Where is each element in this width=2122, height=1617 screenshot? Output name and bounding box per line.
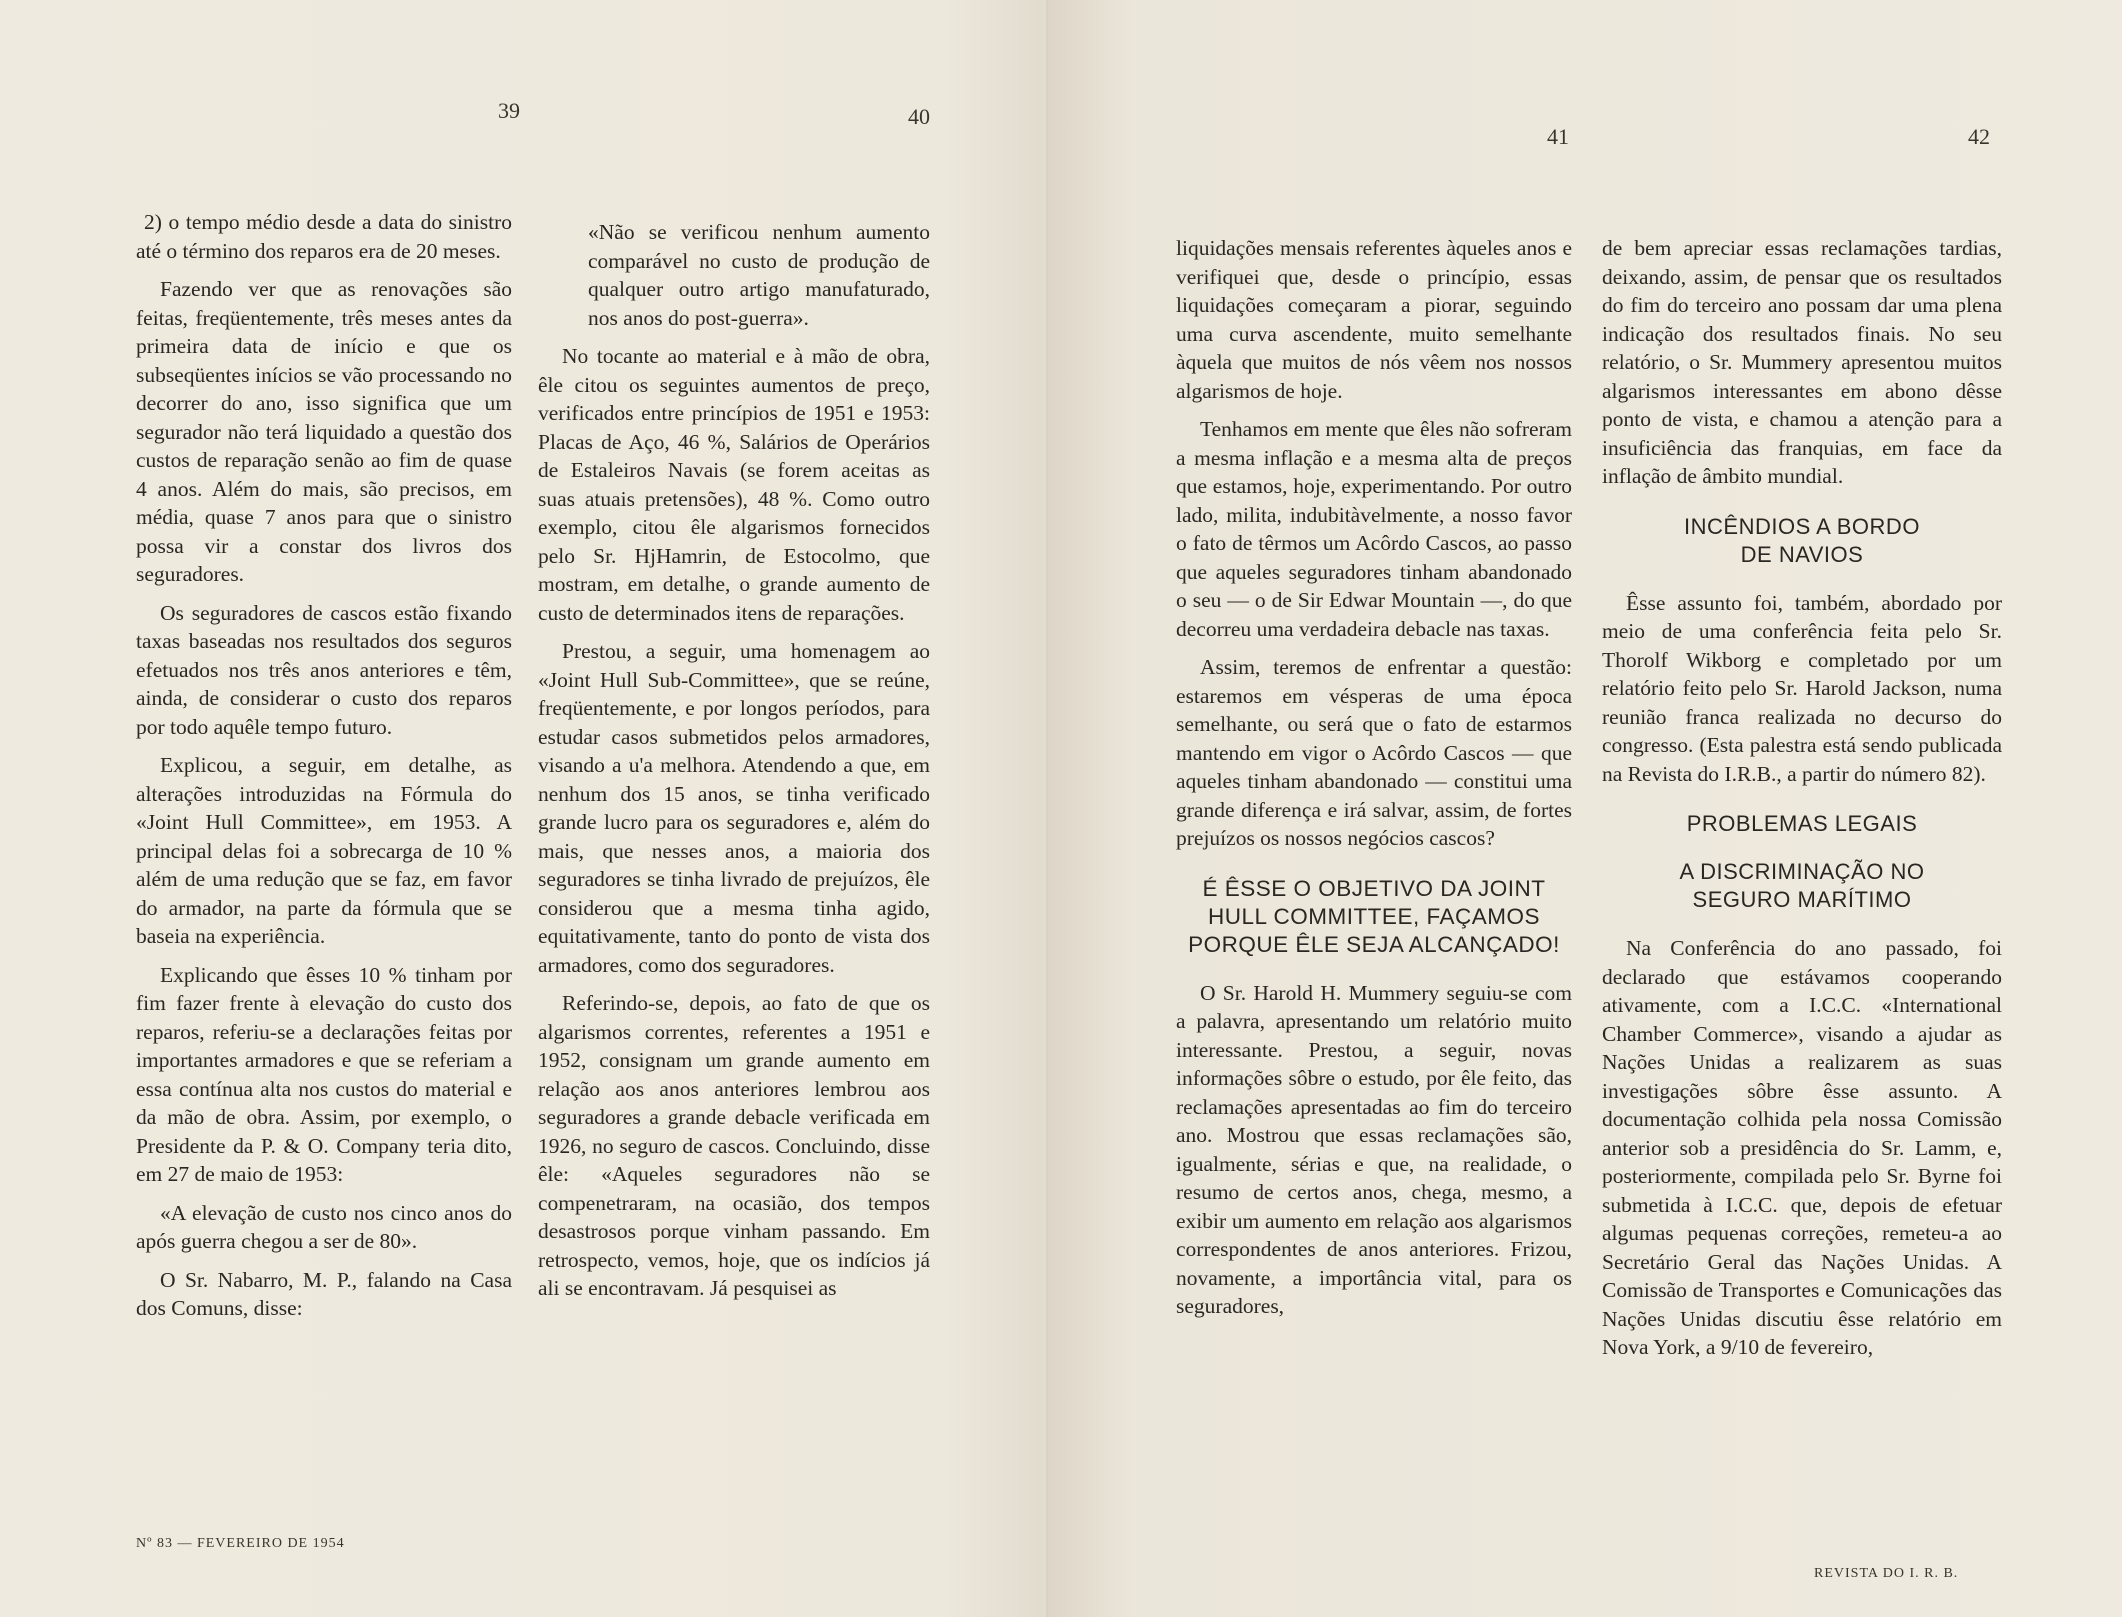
- paragraph: Êsse assunto foi, também, abordado por meio de uma conferência feita pelo Sr. Thorolf Wikborg e completado por um relatório feito pelo Sr. Harold Jackson, numa reunião franca realizada no decurso do congresso. (Esta palestra está sendo publicada na Revista do I.R.B., a partir do número 82).: [1602, 590, 2002, 786]
- paragraph: Prestou, a seguir, uma homenagem ao «Joint Hull Sub-Committee», que se reúne, freqüentemente, e por longos períodos, para estudar casos submetidos pelos armadores, visando a u'a melhora. Atendendo a que, em nenhum dos 15 anos, se tinha verificado grande lucro para os seguradores e, além do mais, que nesses anos, a maioria dos seguradores se tinha livrado de prejuízos, êle considerou que a mesma tinha agido, equitativamente, tanto do ponto de vista dos armadores, como dos seguradores.: [538, 639, 930, 977]
- paragraph: O Sr. Harold H. Mummery seguiu-se com a palavra, apresentando um relatório muito interessante. Prestou, a seguir, novas informações sôbre o estudo, por êle feito, das reclamações apresentadas ao fim do terceiro ano. Mostrou que essas reclamações são, igualmente, sérias e que, na realidade, o resumo de certos anos, chega, mesmo, a exibir um aumento em relação aos algarismos correspondentes de anos anteriores. Frizou, novamente, a importância vital, para os seguradores,: [1176, 980, 1572, 1318]
- page-number-41: 41: [1547, 124, 1569, 149]
- paragraph: de bem apreciar essas reclamações tardias, deixando, assim, de pensar que os resultados do fim do terceiro ano possam dar uma plena indicação dos resultados finais. No seu relatório, o Sr. Mummery apresentou muitos algarismos interessantes em abono dêsse ponto de vista, e chamou a atenção para a insuficiência das franquias, em face da inflação de âmbito mundial.: [1602, 236, 2002, 488]
- paragraph: liquidações mensais referentes àqueles anos e verifiquei que, desde o princípio, essas liquidações começaram a piorar, seguindo uma curva ascendente, muito semelhante àquela que muitos de nós vêem nos nossos algarismos de hoje.: [1176, 236, 1572, 403]
- section-heading: É ÊSSE O OBJETIVO DA JOINT HULL COMMITTEE, FAÇAMOS PORQUE ÊLE SEJA ALCANÇADO!: [1188, 875, 1560, 957]
- page-number-40: 40: [908, 104, 930, 129]
- column-page-40: [538, 218, 930, 1313]
- paragraph: O Sr. Nabarro, M. P., falando na Casa dos Comuns, disse:: [136, 1267, 512, 1320]
- quote: «Não se verificou nenhum aumento comparável no custo de produção de qualquer outro artigo manufaturado, nos anos do post-guerra».: [588, 220, 930, 330]
- paragraph: Tenhamos em mente que êles não sofreram a mesma inflação e a mesma alta de preços que estamos, hoje, experimentando. Por outro lado, milita, indubitàvelmente, a nosso favor o fato de têrmos um Acôrdo Cascos, ao passo que aqueles seguradores tinham abandonado o seu — o de Sir Edwar Mountain —, do que decorreu uma verdadeira debacle nas taxas.: [1176, 417, 1572, 641]
- paragraph: 2) o tempo médio desde a data do sinistro até o término dos reparos era de 20 meses.: [136, 210, 512, 263]
- paragraph: Referindo-se, depois, ao fato de que os algarismos correntes, referentes a 1951 e 1952, consignam um grande aumento em relação aos anos anteriores lembrou aos seguradores a grande debacle verificada em 1926, no seguro de cascos. Concluindo, disse êle: «Aqueles seguradores não se compenetraram, na ocasião, dos tempos desastrosos porque vinham passando. Em retrospecto, vemos, hoje, que os indícios já ali se encontravam. Já pesquisei as: [538, 991, 930, 1300]
- paragraph: Os seguradores de cascos estão fixando taxas baseadas nos resultados dos seguros efetuados nos três anos anteriores e têm, ainda, de considerar o custo dos reparos por todo aquêle tempo futuro.: [136, 600, 512, 739]
- column-page-41: [1176, 234, 1572, 1331]
- section-heading: INCÊNDIOS A BORDO DE NAVIOS: [1684, 513, 1920, 567]
- page-number-42: 42: [1968, 124, 1990, 149]
- footer-issue: Nº 83 — FEVEREIRO DE 1954: [136, 1536, 345, 1551]
- right-page: [1048, 0, 2122, 1617]
- paragraph: Explicou, a seguir, em detalhe, as alterações introduzidas na Fórmula do «Joint Hull Committee», em 1953. A principal delas foi a sobrecarga de 10 % além de uma redução que se faz, em favor do armador, na parte da fórmula que se baseia na experiência.: [136, 753, 512, 948]
- paragraph: Assim, teremos de enfrentar a questão: estaremos em vésperas de uma época semelhante, ou será que o fato de estarmos mantendo em vigor o Acôrdo Cascos — que aqueles tinham abandonado — constitui uma grande diferença e irá salvar, assim, de fortes prejuízos os nossos negócios cascos?: [1176, 655, 1572, 850]
- paragraph: Explicando que êsses 10 % tinham por fim fazer frente à elevação do custo dos reparos, referiu-se a declarações feitas por importantes armadores e que se referiam a essa contínua alta nos custos do material e da mão de obra. Assim, por exemplo, o Presidente da P. & O. Company teria dito, em 27 de maio de 1953:: [136, 962, 512, 1186]
- left-page: [0, 0, 1048, 1617]
- paragraph: Fazendo ver que as renovações são feitas, freqüentemente, três meses antes da primeira data de início e que os subseqüentes inícios se vão processando no decorrer do ano, isso significa que um segurador não terá liquidado a questão dos custos de reparação senão ao fim de quase 4 anos. Além do mais, são precisos, em média, quase 7 anos para que o sinistro possa vir a constar dos livros dos seguradores.: [136, 277, 512, 586]
- column-page-42: [1602, 234, 2002, 1372]
- section-subheading: A DISCRIMINAÇÃO NO SEGURO MARÍTIMO: [1679, 859, 1925, 912]
- page-number-39: 39: [498, 98, 520, 123]
- paragraph: Na Conferência do ano passado, foi declarado que estávamos cooperando ativamente, com a I.C.C. «International Chamber Commerce», visando a ajudar as Nações Unidas a realizarem as suas investigações sôbre êsse assunto. A documentação colhida pela nossa Comissão anterior sob a presidência do Sr. Lamm, e, posteriormente, compilada pelo Sr. Byrne foi submetida à I.C.C. que, depois de efetuar algumas pequenas correções, remeteu-a ao Secretário Geral das Nações Unidas. A Comissão de Transportes e Comunicações das Nações Unidas discutiu êsse relatório em Nova York, a 9/10 de fevereiro,: [1602, 936, 2002, 1359]
- column-page-39: [136, 208, 512, 1333]
- section-heading: PROBLEMAS LEGAIS: [1686, 811, 1918, 836]
- quote: «A elevação de custo nos cinco anos do após guerra chegou a ser de 80».: [136, 1200, 512, 1253]
- paragraph: No tocante ao material e à mão de obra, êle citou os seguintes aumentos de preço, verificados entre princípios de 1951 e 1953: Placas de Aço, 46 %, Salários de Operários de Estaleiros Navais (se forem aceitas as suas atuais pretensões), 48 %. Como outro exemplo, citou êle algarismos fornecidos pelo Sr. HjHamrin, de Estocolmo, que mostram, em detalhe, o grande aumento de custo de determinados itens de reparações.: [538, 344, 930, 625]
- footer-journal: REVISTA DO I. R. B.: [1814, 1566, 1959, 1581]
